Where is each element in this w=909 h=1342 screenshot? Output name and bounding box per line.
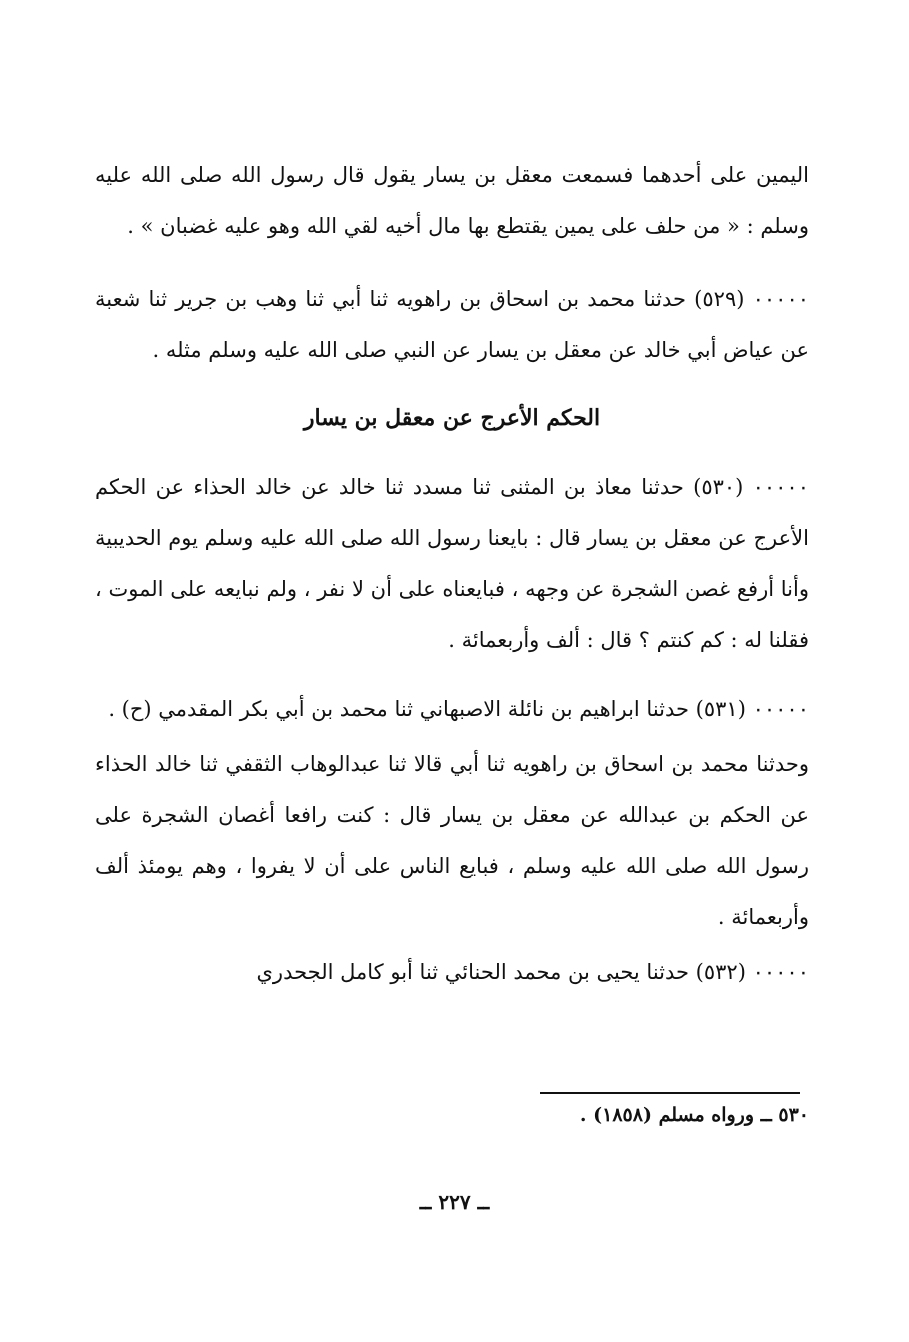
footnote-divider [540,1092,800,1094]
section-heading: الحكم الأعرج عن معقل بن يسار [303,405,601,431]
paragraph-hadith-continuation: اليمين على أحدهما فسمعت معقل بن يسار يقول قال رسول الله صلى الله عليه وسلم : « من حلف على يمين يقتطع بها مال أخيه لقي الله وهو عليه غضبان » . [95,163,809,238]
paragraph-hadith-529: ٠٠٠٠٠ (٥٢٩) حدثنا محمد بن اسحاق بن راهويه ثنا أبي ثنا وهب بن جرير ثنا شعبة عن عياض أبي خالد عن معقل بن يسار عن النبي صلى الله عليه وسلم مثله . [95,287,810,362]
paragraph-hadith-531-second-chain: وحدثنا محمد بن اسحاق بن راهويه ثنا أبي قالا ثنا عبدالوهاب الثقفي ثنا خالد الحذاء عن الحكم بن عبدالله عن معقل بن يسار قال : كنت رافعا أغصان الشجرة على رسول الله صلى الله عليه وسلم ، فبايع الناس على أن لا يفروا ، وهم يومئذ ألف وأربعمائة . [95,752,809,929]
paragraph-hadith-530: ٠٠٠٠٠ (٥٣٠) حدثنا معاذ بن المثنى ثنا مسدد ثنا خالد عن خالد الحذاء عن الحكم الأعرج عن معقل بن يسار قال : بايعنا رسول الله صلى الله عليه وسلم يوم الحديبية وأنا أرفع غصن الشجرة عن وجهه ، فبايعناه على أن لا نفر ، ولم نبايعه على الموت ، فقلنا له : كم كنتم ؟ قال : ألف وأربعمائة . [95,475,809,652]
paragraph-hadith-531: ٠٠٠٠٠ (٥٣١) حدثنا ابراهيم بن نائلة الاصبهاني ثنا محمد بن أبي بكر المقدمي (ح) . [108,697,809,721]
page-number: ــ ٢٢٧ ــ [419,1190,490,1214]
paragraph-hadith-532: ٠٠٠٠٠ (٥٣٢) حدثنا يحيى بن محمد الحنائي ثنا أبو كامل الجحدري [256,960,809,984]
footnote: ٥٣٠ ــ ورواه مسلم (١٨٥٨) . [579,1104,809,1126]
